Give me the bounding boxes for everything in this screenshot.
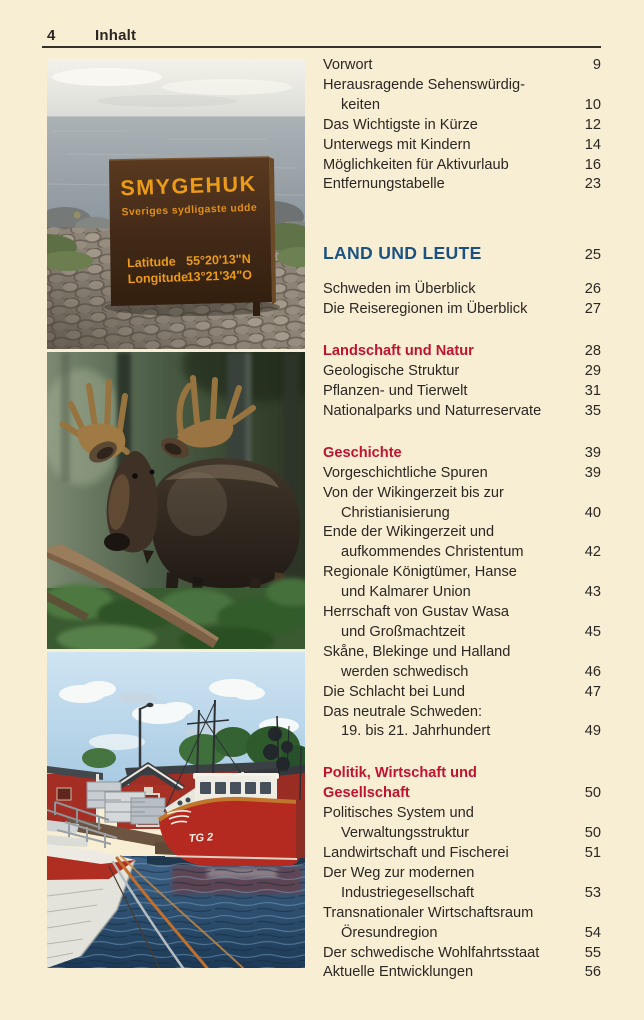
toc-item-entry [323, 464, 601, 484]
toc-entry-label: Aktuelle Entwicklungen [323, 964, 474, 981]
sign-longitude-value: 13°21'34"O [186, 267, 253, 285]
toc-item-entry [323, 844, 601, 864]
toc-item-entry [323, 864, 601, 904]
smygehuk-sign-photo [47, 59, 305, 349]
toc-entry-label: 19. bis 21. Jahrhundert [341, 723, 491, 740]
toc-item-entry [323, 904, 601, 944]
toc-entry-page: 39 [584, 444, 601, 461]
toc-item-entry [323, 56, 601, 76]
toc-entry-label: Gesellschaft [323, 785, 410, 802]
toc-entry-label: werden schwedisch [341, 663, 469, 680]
toc-entry-page: 14 [584, 136, 601, 153]
moose-forest-photo [47, 352, 305, 649]
toc-entry-label: Schweden im Überblick [323, 281, 476, 298]
toc-entry-label: Die Schlacht bei Lund [323, 683, 465, 700]
toc-entry-label: Skåne, Blekinge und Halland [323, 643, 511, 660]
toc-item-entry [323, 175, 601, 195]
toc-entry-page: 10 [584, 96, 601, 113]
toc-item-entry [323, 703, 601, 743]
sign-longitude-label: Longitude [127, 270, 189, 287]
toc-entry-page: 29 [584, 363, 601, 380]
toc-item-entry [323, 963, 601, 983]
toc-entry-page: 28 [584, 343, 601, 360]
toc-item-entry [323, 156, 601, 176]
toc-item-entry [323, 280, 601, 300]
toc-entry-label: Entfernungstabelle [323, 176, 445, 193]
toc-item-entry [323, 683, 601, 703]
toc-entry-page: 47 [584, 683, 601, 700]
toc-entry-label: Herrschaft von Gustav Wasa [323, 604, 509, 621]
toc-entry-page: 23 [584, 176, 601, 193]
toc-entry-label: keiten [341, 96, 380, 113]
toc-entry-page: 26 [584, 281, 601, 298]
toc-item-entry [323, 300, 601, 320]
toc-item-entry [323, 804, 601, 844]
toc-entry-page: 45 [584, 623, 601, 640]
toc-entry-page: 9 [592, 57, 601, 73]
toc-entry-page: 35 [584, 402, 601, 419]
toc-entry-label: Verwaltungsstruktur [341, 825, 470, 842]
toc-entry-label: Herausragende Sehenswürdig- [323, 76, 526, 93]
toc-item-entry [323, 523, 601, 563]
toc-entry-page: 54 [584, 924, 601, 941]
toc-entry-page: 12 [584, 116, 601, 133]
page-number: 4 [47, 27, 56, 44]
sign-subtitle: Sveriges sydligaste udde [121, 201, 258, 219]
toc-entry-page: 50 [584, 785, 601, 802]
page-title: Inhalt [95, 27, 137, 44]
toc-entry-page: 51 [584, 845, 601, 861]
toc-entry-label: LAND UND LEUTE [323, 243, 482, 264]
toc-entry-label: Möglichkeiten für Aktivurlaub [323, 156, 509, 173]
toc-entry-page: 31 [584, 382, 601, 399]
toc-entry-label: Politisches System und [323, 805, 474, 822]
toc-entry-page: 42 [584, 544, 601, 561]
header-rule [42, 46, 601, 48]
toc-entry-page: 55 [584, 944, 601, 961]
toc-item-entry [323, 603, 601, 643]
toc-entry-label: Ende der Wikingerzeit und [323, 524, 495, 541]
harbor-boats-photo [47, 652, 305, 968]
toc-entry-page: 46 [584, 663, 601, 680]
toc-item-entry [323, 76, 601, 116]
toc-entry-label: Geologische Struktur [323, 363, 460, 380]
toc-entry-label: Der Weg zur modernen [323, 864, 475, 881]
toc-item-section [323, 444, 601, 464]
toc-item-entry [323, 402, 601, 422]
toc-entry-label: Vorgeschichtliche Spuren [323, 464, 488, 481]
toc-list [323, 56, 601, 983]
toc-entry-label: Transnationaler Wirtschaftsraum [323, 904, 534, 921]
toc-entry-label: Geschichte [323, 444, 402, 461]
toc-entry-label: Politik, Wirtschaft und [323, 765, 477, 782]
toc-item-entry [323, 362, 601, 382]
toc-entry-label: und Kalmarer Union [341, 584, 471, 601]
toc-entry-label: und Großmachtzeit [341, 623, 466, 640]
toc-item-entry [323, 382, 601, 402]
toc-entry-label: Nationalparks und Naturreservate [323, 402, 542, 419]
toc-entry-label: Die Reiseregionen im Überblick [323, 301, 528, 318]
sign-latitude-label: Latitude [126, 254, 176, 271]
toc-entry-label: Öresundregion [341, 924, 438, 941]
toc-entry-label: Von der Wikingerzeit bis zur [323, 484, 504, 501]
toc-entry-page: 49 [584, 723, 601, 740]
toc-item-section [323, 342, 601, 362]
toc-entry-label: Regionale Königtümer, Hanse [323, 564, 517, 581]
toc-item-chapter [323, 241, 601, 267]
toc-item-entry [323, 643, 601, 683]
toc-item-entry [323, 116, 601, 136]
toc-entry-page: 53 [584, 884, 601, 901]
photo-column [47, 59, 305, 971]
toc-entry-page: 43 [584, 584, 601, 601]
boat-name-label: TG 2 [188, 831, 214, 845]
toc-item-entry [323, 484, 601, 524]
toc-entry-label: Christianisierung [341, 504, 450, 521]
toc-item-entry [323, 563, 601, 603]
sign-title: SMYGEHUK [120, 171, 257, 201]
toc-entry-page: 27 [584, 301, 601, 318]
toc-item-section [323, 764, 601, 804]
toc-entry-label: Industriegesellschaft [341, 884, 475, 901]
toc-entry-label: Vorwort [323, 57, 373, 73]
toc-entry-page: 25 [584, 247, 601, 264]
toc-entry-page: 50 [584, 825, 601, 842]
toc-entry-label: Landschaft und Natur [323, 343, 474, 360]
toc-entry-label: Der schwedische Wohlfahrtsstaat [323, 944, 540, 961]
toc-item-entry [323, 944, 601, 964]
toc-entry-page: 39 [584, 464, 601, 481]
toc-entry-page: 40 [584, 504, 601, 521]
toc-entry-label: Das neutrale Schweden: [323, 703, 483, 720]
toc-entry-page: 16 [584, 156, 601, 173]
toc-entry-page: 56 [584, 964, 601, 981]
sign-latitude-value: 55°20'13"N [185, 251, 251, 269]
toc-entry-label: Das Wichtigste in Kürze [323, 116, 478, 133]
toc-item-entry [323, 136, 601, 156]
toc-entry-label: Unterwegs mit Kindern [323, 136, 471, 153]
toc-entry-label: aufkommendes Christentum [341, 544, 524, 561]
toc-entry-label: Pflanzen- und Tierwelt [323, 382, 468, 399]
toc-entry-label: Landwirtschaft und Fischerei [323, 845, 509, 861]
